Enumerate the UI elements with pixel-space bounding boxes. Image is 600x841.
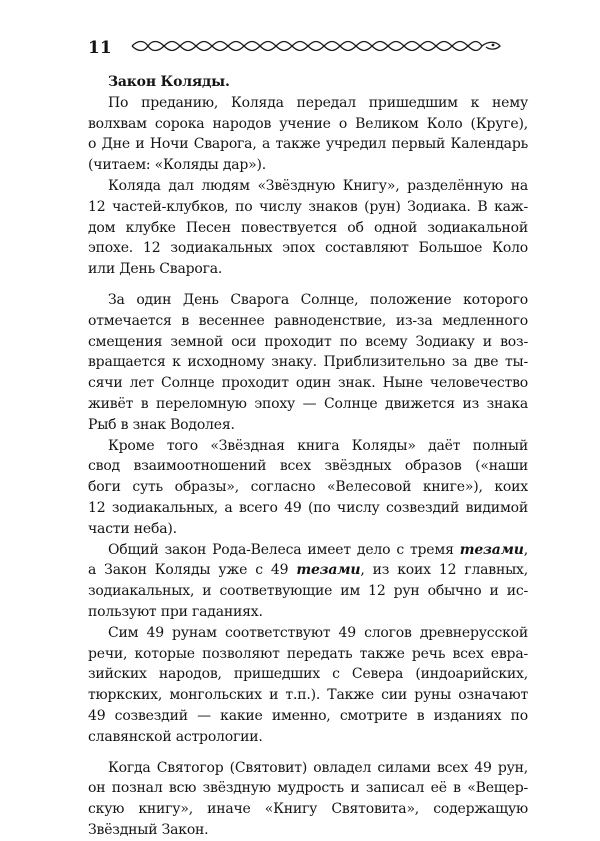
page-number: 11 [88, 38, 112, 58]
text-line: о Дне и Ночи Сварога, а также учредил первый Календарь [88, 136, 528, 153]
text-line [88, 540, 528, 561]
text-fragment: , [523, 541, 528, 558]
text-line: эпохе. 12 зодиакальных эпох составляют Большое Коло [88, 240, 528, 257]
text-line: смещения земной оси проходит по всему Зодиаку и воз- [88, 333, 528, 350]
text-line: По преданию, Коляда передал пришедшим к нему [108, 94, 528, 111]
text-fragment: а Закон Коляды уже с 49 [88, 562, 297, 579]
text-line: пользуют при гаданиях. [88, 603, 263, 620]
ornament-divider-icon [130, 38, 505, 54]
text-line: отмечается в весеннее равноденствие, из-за медленного [88, 312, 528, 329]
text-line: Сим 49 рунам соответствуют 49 слогов древнерусской [108, 624, 528, 641]
text-line: 49 созвездий — какие именно, смотрите в изданиях по [88, 707, 528, 724]
paragraph-7 [88, 758, 528, 841]
text-line: 12 частей-клубков, по числу знаков (рун) Зодиака. В каж- [88, 198, 528, 215]
text-line: Когда Святогор (Святовит) овладел силами всех 49 рун, [108, 759, 528, 776]
text-line: За один День Сварога Солнце, положение которого [108, 291, 528, 308]
text-fragment: Общий закон Рода-Велеса имеет дело с тремя [108, 541, 460, 558]
text-line: боги суть образы», согласно «Велесовой книге»), коих [88, 479, 528, 496]
text-line: сячи лет Солнце проходит один знак. Ныне человечество [88, 375, 528, 392]
text-line: живёт в переломную эпоху — Солнце движется из знака [88, 395, 528, 412]
text-line: Звёздный Закон. [88, 821, 209, 838]
text-line: славянской астрологии. [88, 728, 263, 745]
text-line: скую книгу», иначе «Книгу Святовита», содержащую [88, 801, 528, 818]
text-line: зийских народов, пришедших с Севера (индоарийских, [88, 666, 528, 683]
emphasis-word: тезами [296, 562, 361, 579]
text-line: зодиакальных, и соответвующие им 12 рун обычно и ис- [88, 583, 528, 600]
paragraph-6 [88, 623, 528, 748]
paragraph-2 [88, 176, 528, 280]
emphasis-word: тезами [459, 541, 524, 558]
text-line: Кроме того «Звёздная книга Коляды» даёт полный [108, 437, 528, 454]
paragraph-5 [88, 540, 528, 623]
text-line: дом клубке Песен повествуется об одной зодиакальной [88, 219, 528, 236]
text-line: 12 зодиакальных, а всего 49 (по числу созвездий видимой [88, 499, 528, 516]
paragraph-3 [88, 290, 528, 436]
text-line: Рыб в знак Водолея. [88, 416, 235, 433]
text-line: речи, которые позволяют передать также речь всех евра- [88, 645, 528, 662]
paragraph-1 [88, 93, 528, 176]
text-line: (читаем: «Коляды дар»). [88, 157, 267, 174]
text-line: свод взаимоотношений всех звёздных образов («наши [88, 458, 528, 475]
text-line: Коляда дал людям «Звёздную Книгу», разделённую на [108, 177, 528, 194]
text-fragment: , из коих 12 главных, [360, 562, 529, 579]
paragraph-4 [88, 436, 528, 540]
text-line: или День Сварога. [88, 261, 223, 278]
text-line: вращается к исходному знаку. Приблизительно за две ты- [88, 354, 528, 371]
text-line: он познал всю звёздную мудрость и записал её в «Вещер- [88, 780, 528, 797]
text-line: части неба). [88, 520, 177, 537]
text-line [88, 560, 528, 581]
section-heading: Закон Коляды. [108, 74, 230, 90]
body-text [88, 72, 528, 841]
text-line: тюркских, монгольских и т.п.). Также сии руны означают [88, 687, 528, 704]
text-line: волхвам сорока народов учение о Великом Коло (Круге), [88, 115, 528, 132]
